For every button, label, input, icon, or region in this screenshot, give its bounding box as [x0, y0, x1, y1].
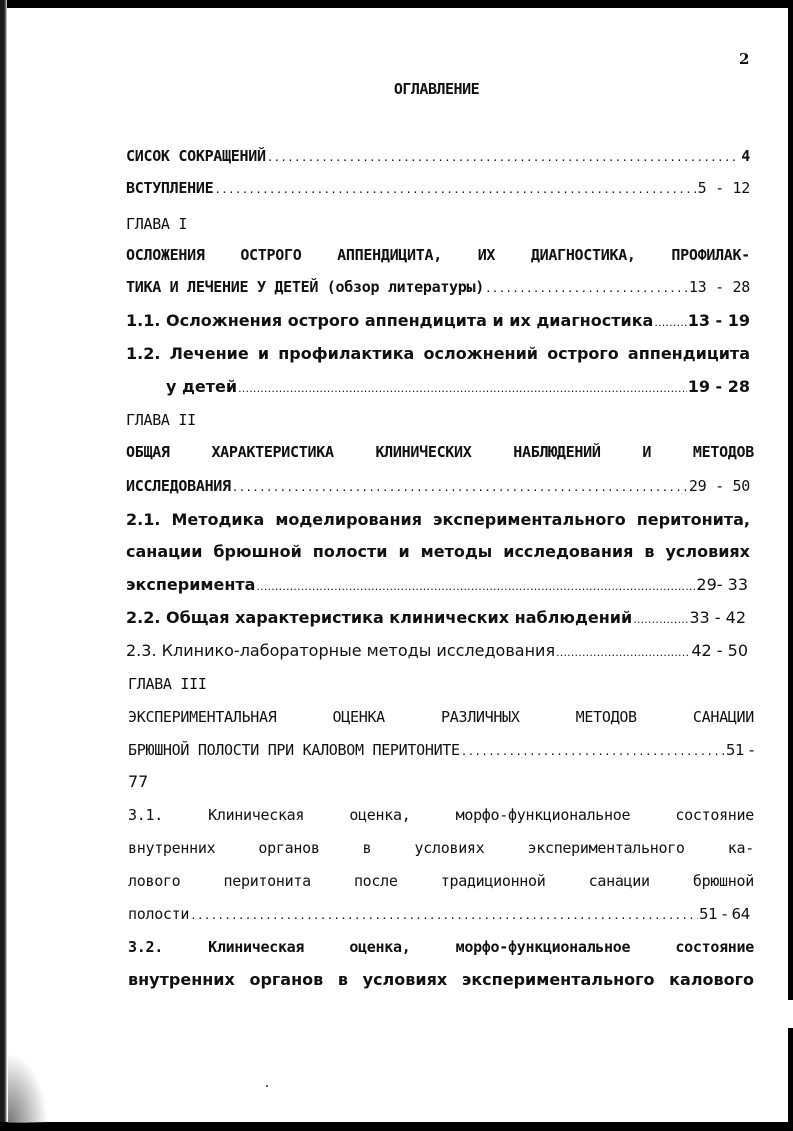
toc-leader-dots [214, 180, 696, 200]
toc-entry-pages: 29- 33 [696, 575, 748, 594]
scan-border-right [788, 0, 793, 1131]
toc-entry-pages: 13 - 28 [688, 278, 750, 296]
toc-leader-dots [267, 148, 741, 168]
toc-entry-text: ТИКА И ЛЕЧЕНИЕ У ДЕТЕЙ (обзор литературы) [126, 278, 484, 296]
chapter-1-title-line1: ОСЛОЖЕНИЯ ОСТРОГО АППЕНДИЦИТА, ИХ ДИАГНОСТИКА, ПРОФИЛАК- [126, 246, 750, 264]
chapter-2-title-line1: ОБЩАЯ ХАРАКТЕРИСТИКА КЛИНИЧЕСКИХ НАБЛЮДЕНИЙ И МЕТОДОВ [126, 443, 754, 461]
toc-leader-dots [485, 279, 688, 299]
toc-entry-1-2[interactable] [166, 377, 750, 399]
toc-entry-text: ИССЛЕДОВАНИЯ [126, 477, 231, 495]
chapter-3-title-line1: ЭКСПЕРИМЕНТАЛЬНАЯ ОЦЕНКА РАЗЛИЧНЫХ МЕТОДОВ САНАЦИИ [128, 708, 754, 726]
toc-entry-2-1-line2: санации брюшной полости и методы исследования в условиях [126, 542, 750, 561]
toc-entry-2-3[interactable] [126, 641, 748, 663]
toc-entry-3-2-line1: 3.2. Клиническая оценка, морфо-функциональное состояние [128, 938, 754, 956]
toc-entry-text: СИСОК СОКРАЩЕНИЙ [126, 147, 266, 165]
scan-border-top [0, 0, 793, 8]
toc-entry-2-2[interactable] [126, 608, 746, 630]
toc-entry-text: 2.2. Общая характеристика клинических наблюдений [126, 608, 633, 627]
page-number: 2 [739, 50, 750, 68]
toc-entry-abbreviations[interactable] [126, 146, 750, 168]
toc-entry-pages: 51 - 64 [698, 905, 750, 923]
chapter-2-heading: ГЛАВА II [126, 411, 196, 429]
toc-entry-text: полости [128, 905, 190, 923]
toc-entry-text: БРЮШНОЙ ПОЛОСТИ ПРИ КАЛОВОМ ПЕРИТОНИТЕ [128, 741, 460, 759]
toc-entry-pages: 5 - 12 [697, 179, 750, 197]
toc-entry-1-1[interactable] [126, 311, 750, 333]
toc-entry-text: у детей [166, 377, 238, 396]
toc-entry-3-1-line1: 3.1. Клиническая оценка, морфо-функциональное состояние [128, 806, 754, 824]
toc-entry-2-1[interactable] [126, 575, 748, 597]
toc-entry-chapter-1[interactable] [126, 277, 750, 299]
scan-border-gap [788, 1000, 793, 1028]
toc-entry-chapter-2[interactable] [126, 476, 750, 498]
toc-entry-introduction[interactable] [126, 178, 750, 200]
toc-entry-3-1-line2: внутренних органов в условиях экспериментального ка- [128, 839, 754, 857]
scan-dot [266, 1085, 268, 1087]
toc-entry-pages: 42 - 50 [691, 641, 748, 660]
toc-entry-pages: 51 - [725, 741, 754, 759]
toc-entry-text: 1.1. Осложнения острого аппендицита и их диагностика [126, 311, 654, 330]
toc-entry-2-1-line1: 2.1. Методика моделирования экспериментального перитонита, [126, 510, 750, 529]
toc-entry-3-1-line3: лового перитонита после традиционной санации брюшной [128, 872, 754, 890]
toc-entry-pages: 29 - 50 [688, 477, 750, 495]
scan-border-left [0, 0, 7, 1131]
scan-smudge [8, 1053, 48, 1123]
chapter-3-heading: ГЛАВА III [128, 675, 207, 693]
scan-border-bottom [0, 1122, 793, 1131]
toc-leader-dots [232, 478, 688, 498]
toc-leader-dots [238, 379, 687, 399]
toc-entry-pages: 4 [741, 147, 750, 165]
toc-leader-dots [190, 906, 698, 926]
toc-leader-dots [633, 610, 688, 630]
toc-entry-1-2-line1: 1.2. Лечение и профилактика осложнений острого аппендицита [126, 344, 750, 363]
toc-entry-3-2-line2: внутренних органов в условиях экспериментального калового [128, 970, 754, 989]
chapter-3-pages-end: 77 [128, 772, 149, 791]
toc-leader-dots [256, 577, 695, 597]
toc-entry-pages: 13 - 19 [687, 311, 750, 330]
chapter-1-heading: ГЛАВА I [126, 215, 188, 233]
toc-leader-dots [461, 742, 725, 762]
toc-entry-text: эксперимента [126, 575, 256, 594]
toc-entry-pages: 33 - 42 [689, 608, 746, 627]
toc-entry-3-1[interactable] [128, 904, 750, 926]
toc-entry-chapter-3[interactable] [128, 740, 754, 762]
toc-leader-dots [654, 313, 686, 333]
toc-entry-pages: 19 - 28 [687, 377, 750, 396]
page-title: ОГЛАВЛЕНИЕ [393, 80, 480, 98]
toc-entry-text: ВСТУПЛЕНИЕ [126, 179, 214, 197]
toc-leader-dots [556, 643, 690, 663]
toc-entry-text: 2.3. Клинико-лабораторные методы исследования [126, 641, 556, 660]
